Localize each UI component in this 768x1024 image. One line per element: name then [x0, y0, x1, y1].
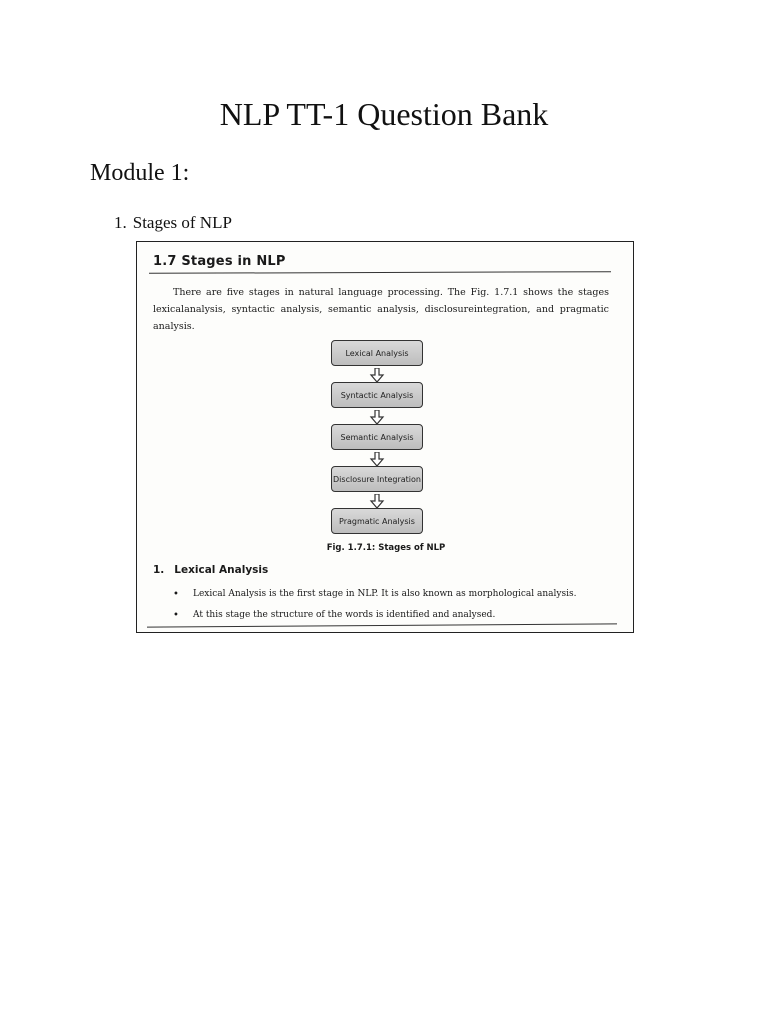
flowchart-stage-box: Disclosure Integration — [331, 466, 423, 492]
flowchart-stage-box: Pragmatic Analysis — [331, 508, 423, 534]
down-arrow-icon — [369, 368, 385, 382]
question-text: Stages of NLP — [132, 213, 232, 232]
subsection-title: Lexical Analysis — [174, 564, 269, 576]
bullet-text: Lexical Analysis is the first stage in NLP. It is also known as morphological analysis. — [193, 589, 577, 599]
excerpt-section-heading: 1.7 Stages in NLP — [153, 254, 286, 269]
scanned-textbook-excerpt — [136, 241, 634, 633]
bullet-icon: • — [173, 610, 179, 621]
flowchart-stage-box: Syntactic Analysis — [331, 382, 423, 408]
bullet-icon: • — [173, 589, 179, 600]
flowchart-stage-box: Lexical Analysis — [331, 340, 423, 366]
bullet-text: At this stage the structure of the words is identified and analysed. — [193, 610, 496, 620]
down-arrow-icon — [369, 452, 385, 466]
figure-caption: Fig. 1.7.1: Stages of NLP — [326, 543, 446, 553]
down-arrow-icon — [369, 410, 385, 424]
subsection-heading — [153, 564, 268, 576]
down-arrow-icon — [369, 494, 385, 508]
bullet-list — [173, 584, 613, 626]
list-item — [173, 584, 613, 605]
module-heading: Module 1: — [90, 160, 190, 186]
excerpt-intro-paragraph: There are five stages in natural language processing. The Fig. 1.7.1 shows the stages lexicalanalysis, syntactic analysis, semantic analysis, disclosureintegration, and pragmatic analysis. — [153, 287, 609, 332]
document-title: NLP TT-1 Question Bank — [219, 96, 549, 132]
question-number: 1. — [114, 213, 127, 232]
flowchart-stage-box: Semantic Analysis — [331, 424, 423, 450]
question-item — [114, 212, 232, 234]
subsection-number: 1. — [153, 564, 165, 576]
